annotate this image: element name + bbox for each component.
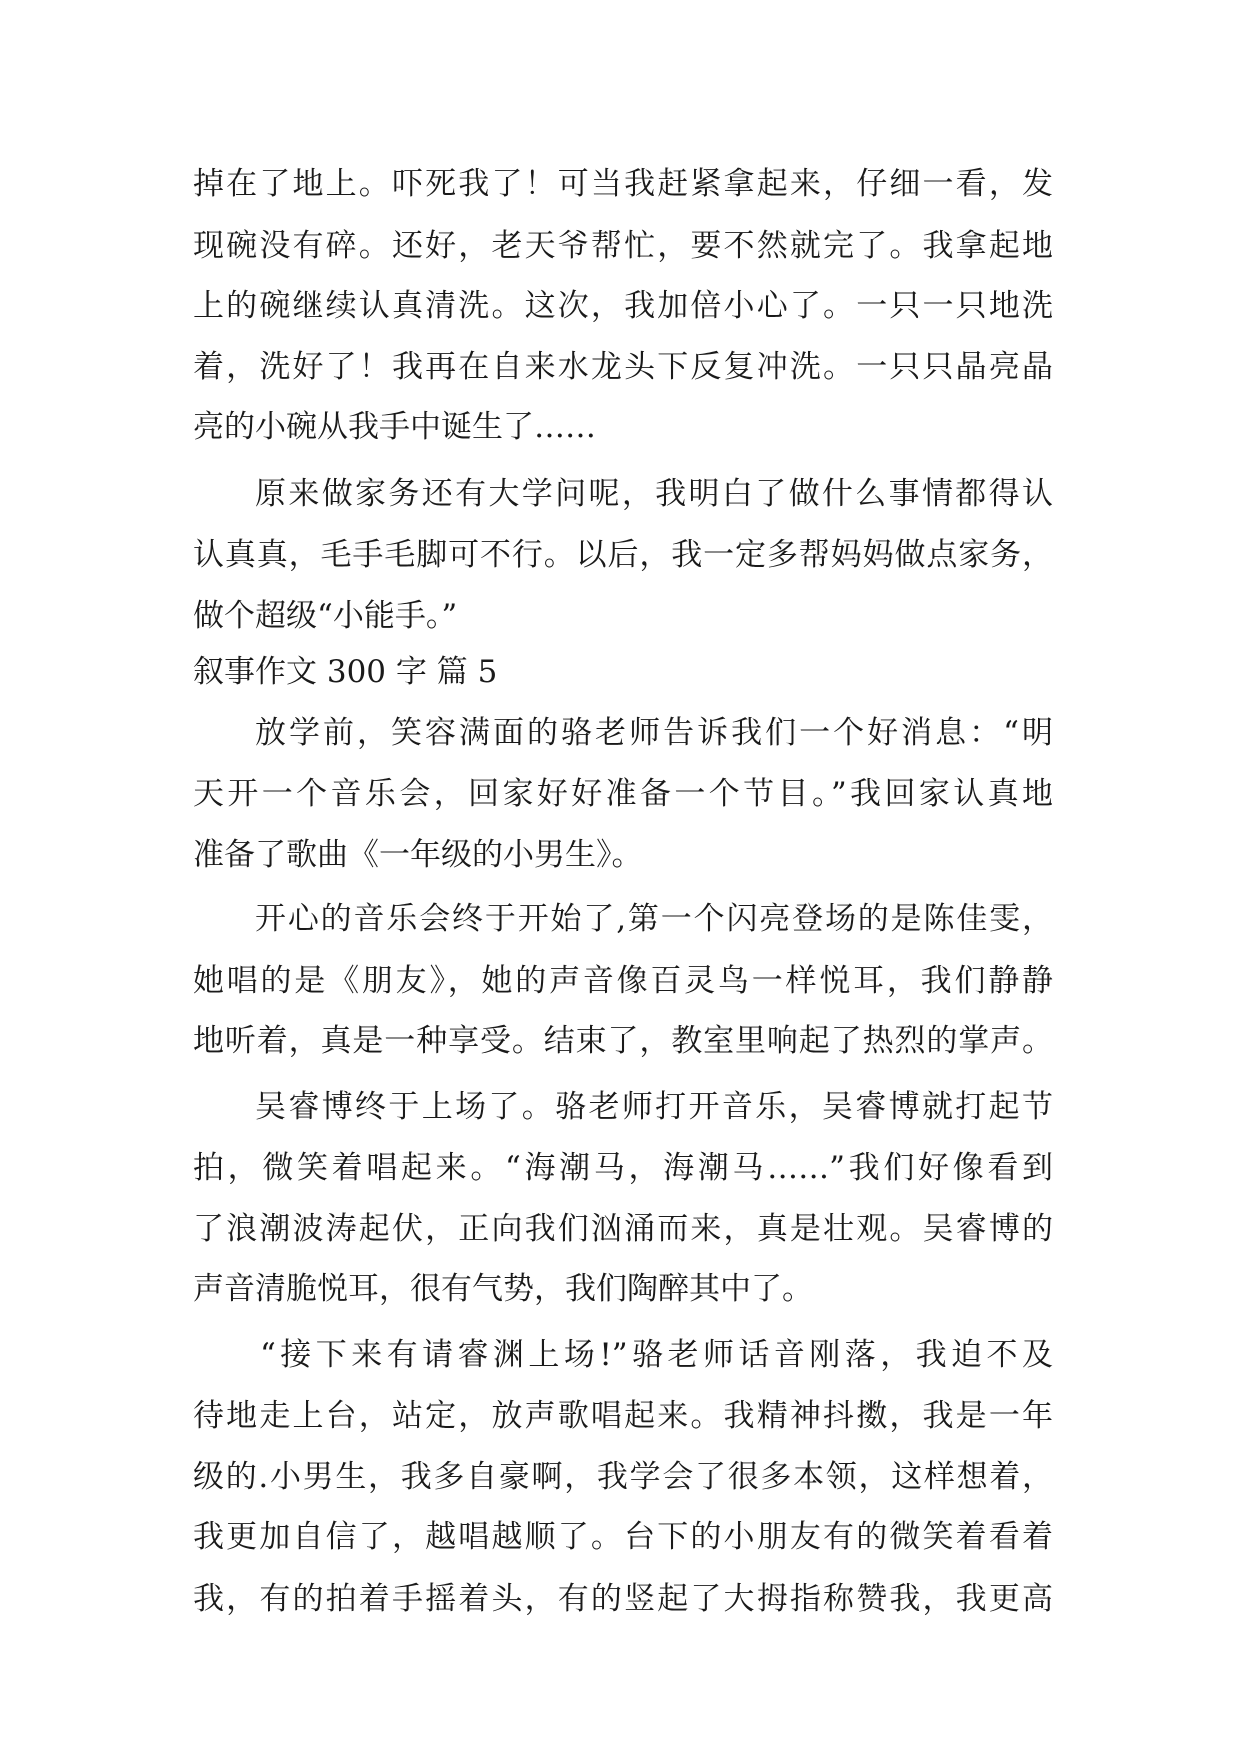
paragraph-3-line-2: 天开一个音乐会，回家好好准备一个节目。”我回家认真地 bbox=[193, 776, 1053, 812]
paragraph-2-line-1: 原来做家务还有大学问呢，我明白了做什么事情都得认 bbox=[255, 476, 1053, 512]
paragraph-3-line-3: 准备了歌曲《一年级的小男生》。 bbox=[193, 837, 643, 873]
paragraph-1-line-2: 现碗没有碎。还好，老天爷帮忙，要不然就完了。我拿起地 bbox=[193, 228, 1053, 264]
paragraph-5-line-1: 吴睿博终于上场了。骆老师打开音乐，吴睿博就打起节 bbox=[255, 1089, 1053, 1125]
paragraph-6-line-5: 我，有的拍着手摇着头，有的竖起了大拇指称赞我，我更高 bbox=[193, 1581, 1053, 1617]
paragraph-4-line-3: 地听着，真是一种享受。结束了，教室里响起了热烈的掌声。 bbox=[193, 1023, 1053, 1059]
paragraph-1-line-1: 掉在了地上。吓死我了！可当我赶紧拿起来，仔细一看，发 bbox=[193, 166, 1053, 202]
paragraph-5-line-4: 声音清脆悦耳，很有气势，我们陶醉其中了。 bbox=[193, 1271, 813, 1307]
paragraph-1-line-4: 着，洗好了！我再在自来水龙头下反复冲洗。一只只晶亮晶 bbox=[193, 349, 1053, 385]
paragraph-6-line-1: “接下来有请睿渊上场!”骆老师话音刚落，我迫不及 bbox=[260, 1337, 1053, 1373]
paragraph-4-line-2: 她唱的是《朋友》，她的声音像百灵鸟一样悦耳，我们静静 bbox=[193, 963, 1053, 999]
paragraph-2-line-2: 认真真，毛手毛脚可不行。以后，我一定多帮妈妈做点家务， bbox=[193, 537, 1053, 573]
paragraph-2-line-3: 做个超级“小能手。” bbox=[193, 598, 458, 634]
paragraph-1-line-5: 亮的小碗从我手中诞生了…… bbox=[193, 409, 596, 445]
paragraph-6-line-3: 级的.小男生，我多自豪啊，我学会了很多本领，这样想着， bbox=[193, 1459, 1053, 1495]
paragraph-5-line-2: 拍，微笑着唱起来。“海潮马，海潮马……”我们好像看到 bbox=[193, 1150, 1053, 1186]
section-heading: 叙事作文 300 字 篇 5 bbox=[193, 654, 498, 690]
paragraph-5-line-3: 了浪潮波涛起伏，正向我们汹涌而来，真是壮观。吴睿博的 bbox=[193, 1211, 1053, 1247]
paragraph-6-line-4: 我更加自信了，越唱越顺了。台下的小朋友有的微笑着看着 bbox=[193, 1519, 1053, 1555]
paragraph-4-line-1: 开心的音乐会终于开始了,第一个闪亮登场的是陈佳雯， bbox=[255, 901, 1053, 937]
paragraph-6-line-2: 待地走上台，站定，放声歌唱起来。我精神抖擞，我是一年 bbox=[193, 1398, 1053, 1434]
paragraph-1-line-3: 上的碗继续认真清洗。这次，我加倍小心了。一只一只地洗 bbox=[193, 288, 1053, 324]
paragraph-3-line-1: 放学前，笑容满面的骆老师告诉我们一个好消息：“明 bbox=[255, 715, 1053, 751]
